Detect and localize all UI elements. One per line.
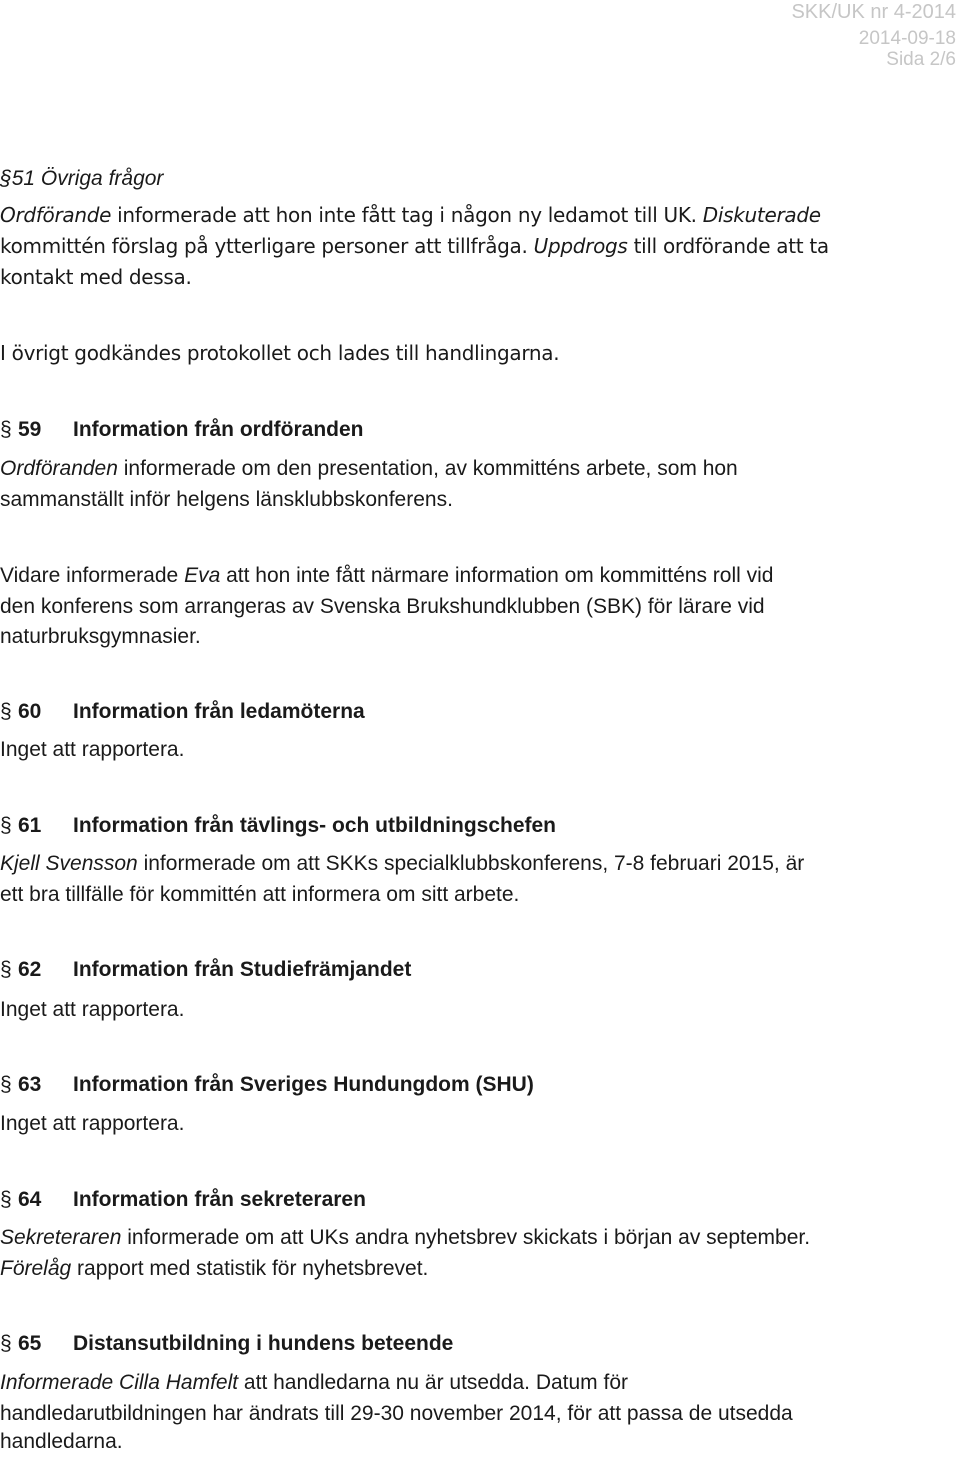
section-63-heading — [0, 1070, 534, 1100]
section-51-line-4: I övrigt godkändes protokollet och lades till handlingarna. — [0, 341, 560, 365]
section-60-body: Inget att rapportera. — [0, 738, 185, 761]
document-date: 2014-09-18 — [858, 28, 956, 49]
section-symbol: § — [0, 1188, 12, 1211]
section-65-line-3: handledarna. — [0, 1430, 123, 1453]
section-number: 60 — [18, 700, 42, 723]
section-number: 63 — [18, 1073, 42, 1096]
document-id: SKK/UK nr 4-2014 — [791, 1, 956, 23]
section-65-heading — [0, 1329, 453, 1359]
section-63-body: Inget att rapportera. — [0, 1112, 185, 1135]
section-symbol: § — [0, 1332, 12, 1355]
section-symbol: § — [0, 814, 12, 837]
page-number: Sida 2/6 — [886, 49, 956, 70]
section-number: 65 — [18, 1332, 42, 1355]
section-number: 61 — [18, 814, 42, 837]
section-symbol: § — [0, 958, 12, 981]
section-63-title: Information från Sveriges Hundungdom (SHU) — [73, 1073, 534, 1096]
section-number: 62 — [18, 958, 42, 981]
section-59-line-1: Ordföranden informerade om den presentation, av kommitténs arbete, som hon — [0, 457, 738, 480]
section-61-title: Information från tävlings- och utbildningschefen — [73, 814, 557, 837]
section-59-para2-line-3: naturbruksgymnasier. — [0, 625, 201, 648]
section-symbol: § — [0, 700, 12, 723]
section-62-body: Inget att rapportera. — [0, 998, 185, 1021]
section-51-line-3: kontakt med dessa. — [0, 265, 192, 289]
section-59-title: Information från ordföranden — [73, 418, 364, 441]
section-61-line-1: Kjell Svensson informerade om att SKKs specialklubbskonferens, 7-8 februari 2015, är — [0, 852, 805, 875]
section-symbol: § — [0, 167, 12, 190]
section-64-line-2: Förelåg rapport med statistik för nyhetsbrevet. — [0, 1257, 429, 1280]
section-59-para2-line-2: den konferens som arrangeras av Svenska Brukshundklubben (SBK) för lärare vid — [0, 595, 765, 618]
section-60-title: Information från ledamöterna — [73, 700, 365, 723]
section-64-line-1: Sekreteraren informerade om att UKs andra nyhetsbrev skickats i början av september. — [0, 1226, 811, 1249]
section-51-line-1: Ordförande informerade att hon inte fått tag i någon ny ledamot till UK. Diskuterade — [0, 203, 821, 227]
section-65-title: Distansutbildning i hundens beteende — [73, 1332, 454, 1355]
section-61-line-2: ett bra tillfälle för kommittén att informera om sitt arbete. — [0, 883, 520, 906]
section-59-para2-line-1: Vidare informerade Eva att hon inte fått närmare information om kommitténs roll vid — [0, 564, 774, 587]
section-62-heading — [0, 955, 411, 985]
section-60-heading — [0, 697, 365, 727]
section-62-title: Information från Studiefrämjandet — [73, 958, 412, 981]
section-61-heading — [0, 811, 556, 841]
section-number: 64 — [18, 1188, 42, 1211]
section-symbol: § — [0, 418, 12, 441]
section-51-title: 51 Övriga frågor — [11, 167, 164, 190]
section-51-heading — [0, 164, 163, 194]
section-59-heading — [0, 415, 364, 445]
section-64-heading — [0, 1185, 366, 1215]
section-51-line-2: kommittén förslag på ytterligare personer att tillfråga. Uppdrogs till ordförande att ta — [0, 234, 829, 258]
section-59-line-2: sammanställt inför helgens länsklubbskonferens. — [0, 488, 453, 511]
section-number: 59 — [18, 418, 42, 441]
section-65-line-1: Informerade Cilla Hamfelt att handledarna nu är utsedda. Datum för — [0, 1371, 629, 1394]
section-65-line-2: handledarutbildningen har ändrats till 29-30 november 2014, för att passa de utsedda — [0, 1402, 793, 1425]
section-symbol: § — [0, 1073, 12, 1096]
section-64-title: Information från sekreteraren — [73, 1188, 366, 1211]
